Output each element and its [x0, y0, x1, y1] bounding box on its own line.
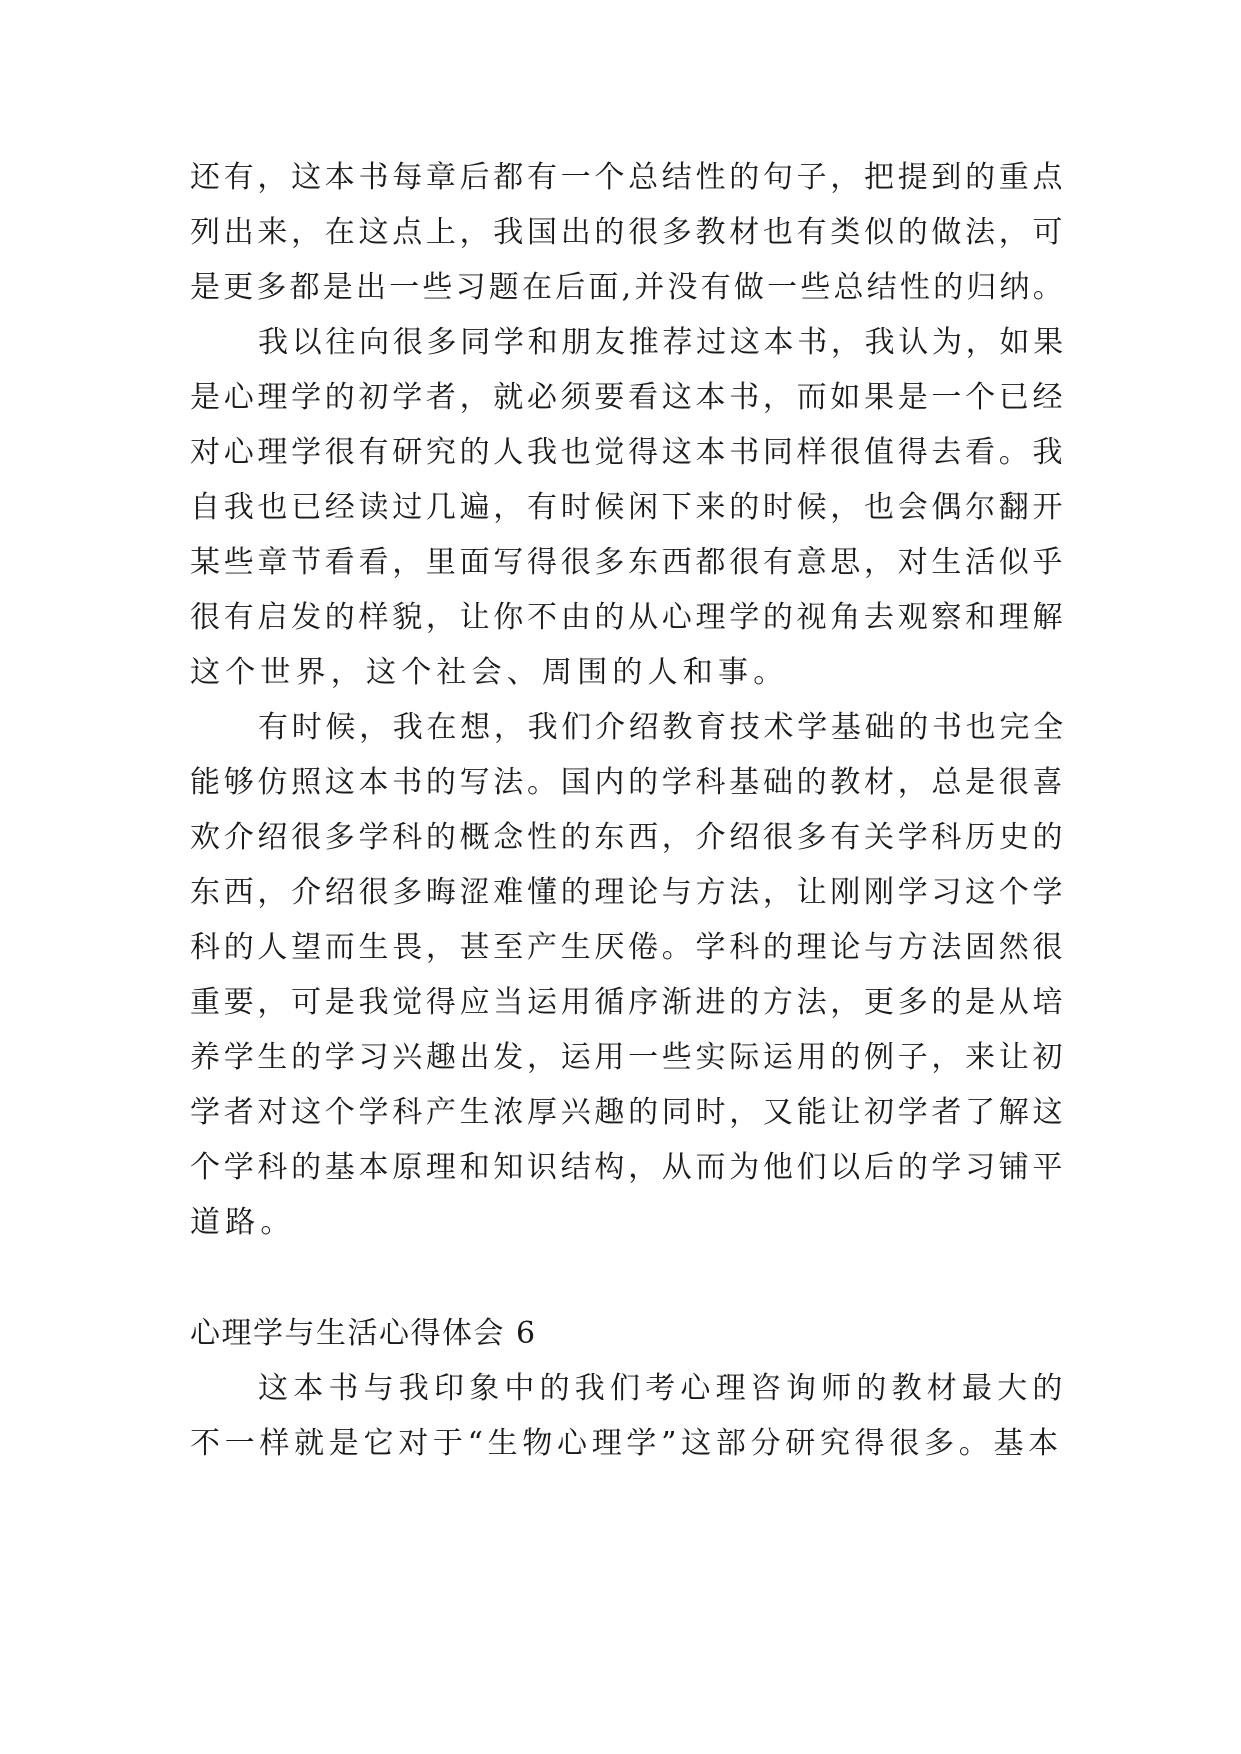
text-line: 我以往向很多同学和朋友推荐过这本书，我认为，如果 — [258, 325, 1067, 360]
text-line: 能够仿照这本书的写法。国内的学科基础的教材，总是很喜 — [190, 765, 1067, 800]
text-line: 欢介绍很多学科的概念性的东西，介绍很多有关学科历史的 — [190, 820, 1067, 855]
text-line: 是更多都是出一些习题在后面,并没有做一些总结性的归纳。 — [190, 270, 1066, 305]
text-line: 列出来，在这点上，我国出的很多教材也有类似的做法，可 — [190, 215, 1067, 250]
text-line: 某些章节看看，里面写得很多东西都很有意思，对生活似乎 — [190, 545, 1067, 580]
text-line: 这个世界，这个社会、周围的人和事。 — [190, 655, 789, 690]
text-line: 不一样就是它对于“生物心理学”这部分研究得很多。基本 — [190, 1426, 1063, 1461]
text-line: 学者对这个学科产生浓厚兴趣的同时，又能让初学者了解这 — [190, 1095, 1067, 1130]
text-line: 自我也已经读过几遍，有时候闲下来的时候，也会偶尔翻开 — [190, 490, 1067, 525]
text-line: 对心理学很有研究的人我也觉得这本书同样很值得去看。我 — [190, 435, 1067, 470]
text-line: 个学科的基本原理和知识结构，从而为他们以后的学习铺平 — [190, 1150, 1067, 1185]
text-line: 东西，介绍很多晦涩难懂的理论与方法，让刚刚学习这个学 — [190, 875, 1067, 910]
text-line: 是心理学的初学者，就必须要看这本书，而如果是一个已经 — [190, 380, 1067, 415]
text-line: 科的人望而生畏，甚至产生厌倦。学科的理论与方法固然很 — [190, 930, 1067, 965]
text-line: 养学生的学习兴趣出发，运用一些实际运用的例子，来让初 — [190, 1040, 1067, 1075]
text-line: 有时候，我在想，我们介绍教育技术学基础的书也完全 — [258, 710, 1067, 745]
text-line: 这本书与我印象中的我们考心理咨询师的教材最大的 — [258, 1371, 1068, 1406]
text-line: 道路。 — [190, 1205, 296, 1240]
text-line: 还有，这本书每章后都有一个总结性的句子，把提到的重点 — [190, 160, 1067, 195]
text-line: 很有启发的样貌，让你不由的从心理学的视角去观察和理解 — [190, 600, 1067, 635]
section-heading: 心理学与生活心得体会 6 — [190, 1316, 537, 1351]
text-line: 重要，可是我觉得应当运用循序渐进的方法，更多的是从培 — [190, 985, 1067, 1020]
